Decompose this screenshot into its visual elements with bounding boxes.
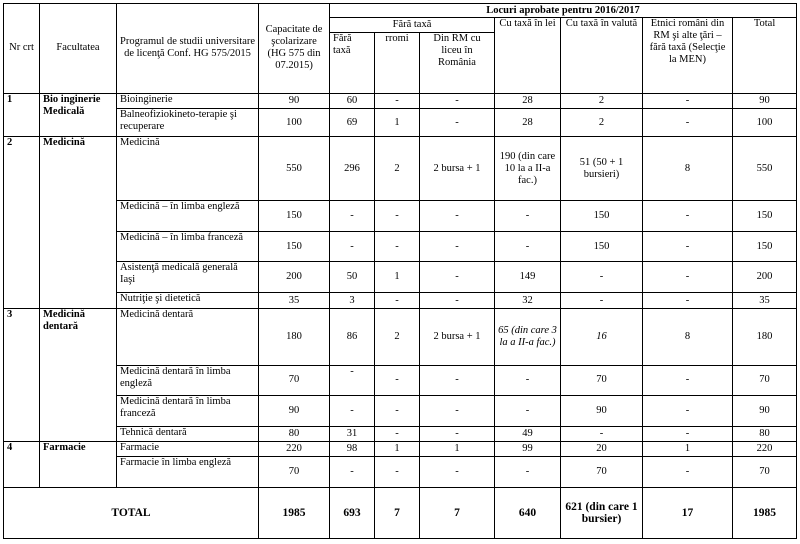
cell-no-fee: 31 <box>330 426 375 441</box>
header-capacity: Capacitate de şcolarizare (HG 575 din 07.2015) <box>259 4 330 94</box>
cell-no-fee: 3 <box>330 293 375 308</box>
cell-ethnic: - <box>643 426 733 441</box>
cell-fee-currency: 2 <box>561 93 643 108</box>
header-no-fee: Fără taxă <box>330 18 495 32</box>
cell-fee-lei: 28 <box>495 93 561 108</box>
row-number: 3 <box>4 308 40 441</box>
program-name: Medicină <box>117 137 259 200</box>
cell-fee-lei: - <box>495 457 561 488</box>
program-name: Medicină – în limba engleză <box>117 200 259 232</box>
program-name: Tehnică dentară <box>117 426 259 441</box>
cell-no-fee: - <box>330 457 375 488</box>
cell-no-fee: - <box>330 365 375 396</box>
cell-moldova: - <box>420 293 495 308</box>
table-row <box>4 108 797 137</box>
cell-ethnic: - <box>643 396 733 427</box>
cell-capacity: 35 <box>259 293 330 308</box>
program-name: Medicină dentară <box>117 308 259 365</box>
program-name: Medicină – în limba franceză <box>117 232 259 262</box>
cell-ethnic: - <box>643 200 733 232</box>
cell-total: 150 <box>733 200 797 232</box>
header-faculty: Facultatea <box>40 4 117 94</box>
cell-rroma: - <box>375 426 420 441</box>
cell-fee-lei: 49 <box>495 426 561 441</box>
cell-fee-currency: 51 (50 + 1 bursieri) <box>561 137 643 200</box>
cell-total: 200 <box>733 261 797 293</box>
header-ethnic-romanians: Etnici români din RM şi alte ţări – fără taxă (Selecţie la MEN) <box>643 18 733 93</box>
cell-fee-currency: 70 <box>561 457 643 488</box>
total-row <box>4 487 797 538</box>
cell-ethnic: 8 <box>643 137 733 200</box>
header-rroma: rromi <box>375 32 420 93</box>
cell-total: 180 <box>733 308 797 365</box>
row-number: 2 <box>4 137 40 308</box>
table-row <box>4 365 797 396</box>
cell-rroma: 1 <box>375 442 420 457</box>
cell-ethnic: - <box>643 108 733 137</box>
table-row <box>4 308 797 365</box>
table-row <box>4 442 797 457</box>
program-name: Asistenţă medicală generală Iaşi <box>117 261 259 293</box>
program-name: Nutriţie şi dietetică <box>117 293 259 308</box>
cell-rroma: - <box>375 93 420 108</box>
cell-moldova: - <box>420 200 495 232</box>
cell-fee-lei: 190 (din care 10 la a II-a fac.) <box>495 137 561 200</box>
program-name: Farmacie <box>117 442 259 457</box>
faculty-name: Farmacie <box>40 442 117 488</box>
admission-table <box>3 3 797 539</box>
cell-rroma: - <box>375 200 420 232</box>
cell-fee-currency: - <box>561 426 643 441</box>
total-ethnic: 17 <box>643 487 733 538</box>
cell-fee-currency: 90 <box>561 396 643 427</box>
cell-no-fee: 60 <box>330 93 375 108</box>
cell-ethnic: - <box>643 293 733 308</box>
cell-total: 90 <box>733 396 797 427</box>
cell-capacity: 100 <box>259 108 330 137</box>
cell-fee-currency: 150 <box>561 232 643 262</box>
header-program: Programul de studii universitare de licenţă Conf. HG 575/2015 <box>117 4 259 94</box>
faculty-name: Bio inginerie Medicală <box>40 93 117 137</box>
cell-moldova: - <box>420 365 495 396</box>
cell-rroma: 1 <box>375 261 420 293</box>
cell-moldova: - <box>420 261 495 293</box>
cell-capacity: 150 <box>259 200 330 232</box>
total-no-fee: 693 <box>330 487 375 538</box>
cell-total: 90 <box>733 93 797 108</box>
program-name: Medicină dentară în limba engleză <box>117 365 259 396</box>
cell-fee-lei: 28 <box>495 108 561 137</box>
total-grand: 1985 <box>733 487 797 538</box>
cell-capacity: 550 <box>259 137 330 200</box>
table-row <box>4 426 797 441</box>
header-approved-places: Locuri aprobate pentru 2016/2017 <box>330 4 797 18</box>
cell-fee-lei: - <box>495 232 561 262</box>
header-moldova: Din RM cu liceu în România <box>420 32 495 93</box>
total-moldova: 7 <box>420 487 495 538</box>
cell-rroma: 1 <box>375 108 420 137</box>
table-row <box>4 200 797 232</box>
table-row <box>4 93 797 108</box>
cell-fee-lei: 149 <box>495 261 561 293</box>
program-name: Bioinginerie <box>117 93 259 108</box>
cell-fee-currency: 20 <box>561 442 643 457</box>
header-fee-lei: Cu taxă în lei <box>495 18 561 93</box>
header-fee-currency: Cu taxă în valută <box>561 18 643 93</box>
cell-fee-lei: 99 <box>495 442 561 457</box>
total-label: TOTAL <box>4 487 259 538</box>
cell-no-fee: 98 <box>330 442 375 457</box>
table-row <box>4 293 797 308</box>
cell-total: 550 <box>733 137 797 200</box>
table-row <box>4 457 797 488</box>
cell-moldova: - <box>420 232 495 262</box>
cell-capacity: 80 <box>259 426 330 441</box>
cell-rroma: - <box>375 365 420 396</box>
row-number: 4 <box>4 442 40 488</box>
cell-ethnic: - <box>643 457 733 488</box>
cell-ethnic: - <box>643 365 733 396</box>
cell-total: 35 <box>733 293 797 308</box>
cell-ethnic: - <box>643 232 733 262</box>
cell-capacity: 70 <box>259 365 330 396</box>
cell-rroma: - <box>375 457 420 488</box>
cell-moldova: - <box>420 426 495 441</box>
cell-fee-lei: - <box>495 396 561 427</box>
cell-fee-lei: 32 <box>495 293 561 308</box>
cell-moldova: - <box>420 396 495 427</box>
cell-capacity: 90 <box>259 396 330 427</box>
faculty-name: Medicină dentară <box>40 308 117 441</box>
cell-fee-lei: 65 (din care 3 la a II-a fac.) <box>495 308 561 365</box>
cell-no-fee: 86 <box>330 308 375 365</box>
program-name: Balneofiziokineto-terapie şi recuperare <box>117 108 259 137</box>
cell-moldova: - <box>420 108 495 137</box>
row-number: 1 <box>4 93 40 137</box>
program-name: Medicină dentară în limba franceză <box>117 396 259 427</box>
cell-capacity: 70 <box>259 457 330 488</box>
cell-ethnic: 1 <box>643 442 733 457</box>
cell-total: 80 <box>733 426 797 441</box>
cell-total: 150 <box>733 232 797 262</box>
cell-ethnic: - <box>643 93 733 108</box>
cell-rroma: 2 <box>375 308 420 365</box>
cell-capacity: 90 <box>259 93 330 108</box>
header-sub-no-fee: Fără taxă <box>330 32 375 93</box>
cell-fee-currency: 150 <box>561 200 643 232</box>
cell-capacity: 220 <box>259 442 330 457</box>
table-row <box>4 137 797 200</box>
cell-capacity: 150 <box>259 232 330 262</box>
total-fee-currency: 621 (din care 1 bursier) <box>561 487 643 538</box>
cell-moldova: - <box>420 457 495 488</box>
cell-moldova: 2 bursa + 1 <box>420 308 495 365</box>
total-capacity: 1985 <box>259 487 330 538</box>
cell-no-fee: 50 <box>330 261 375 293</box>
cell-rroma: - <box>375 293 420 308</box>
header-total: Total <box>733 18 797 93</box>
cell-ethnic: 8 <box>643 308 733 365</box>
cell-rroma: - <box>375 396 420 427</box>
cell-total: 100 <box>733 108 797 137</box>
table-row <box>4 261 797 293</box>
cell-no-fee: - <box>330 200 375 232</box>
cell-ethnic: - <box>643 261 733 293</box>
cell-total: 70 <box>733 457 797 488</box>
cell-no-fee: - <box>330 396 375 427</box>
cell-moldova: 2 bursa + 1 <box>420 137 495 200</box>
header-nr: Nr crt <box>4 4 40 94</box>
cell-total: 220 <box>733 442 797 457</box>
cell-fee-currency: 16 <box>561 308 643 365</box>
cell-fee-lei: - <box>495 200 561 232</box>
cell-no-fee: 296 <box>330 137 375 200</box>
cell-rroma: 2 <box>375 137 420 200</box>
cell-total: 70 <box>733 365 797 396</box>
cell-moldova: 1 <box>420 442 495 457</box>
cell-rroma: - <box>375 232 420 262</box>
cell-capacity: 180 <box>259 308 330 365</box>
cell-no-fee: 69 <box>330 108 375 137</box>
total-rroma: 7 <box>375 487 420 538</box>
total-fee-lei: 640 <box>495 487 561 538</box>
cell-no-fee: - <box>330 232 375 262</box>
cell-capacity: 200 <box>259 261 330 293</box>
table-row <box>4 232 797 262</box>
program-name: Farmacie în limba engleză <box>117 457 259 488</box>
faculty-name: Medicină <box>40 137 117 308</box>
cell-fee-currency: 70 <box>561 365 643 396</box>
cell-fee-currency: - <box>561 261 643 293</box>
cell-moldova: - <box>420 93 495 108</box>
cell-fee-lei: - <box>495 365 561 396</box>
cell-fee-currency: - <box>561 293 643 308</box>
cell-fee-currency: 2 <box>561 108 643 137</box>
table-row <box>4 396 797 427</box>
